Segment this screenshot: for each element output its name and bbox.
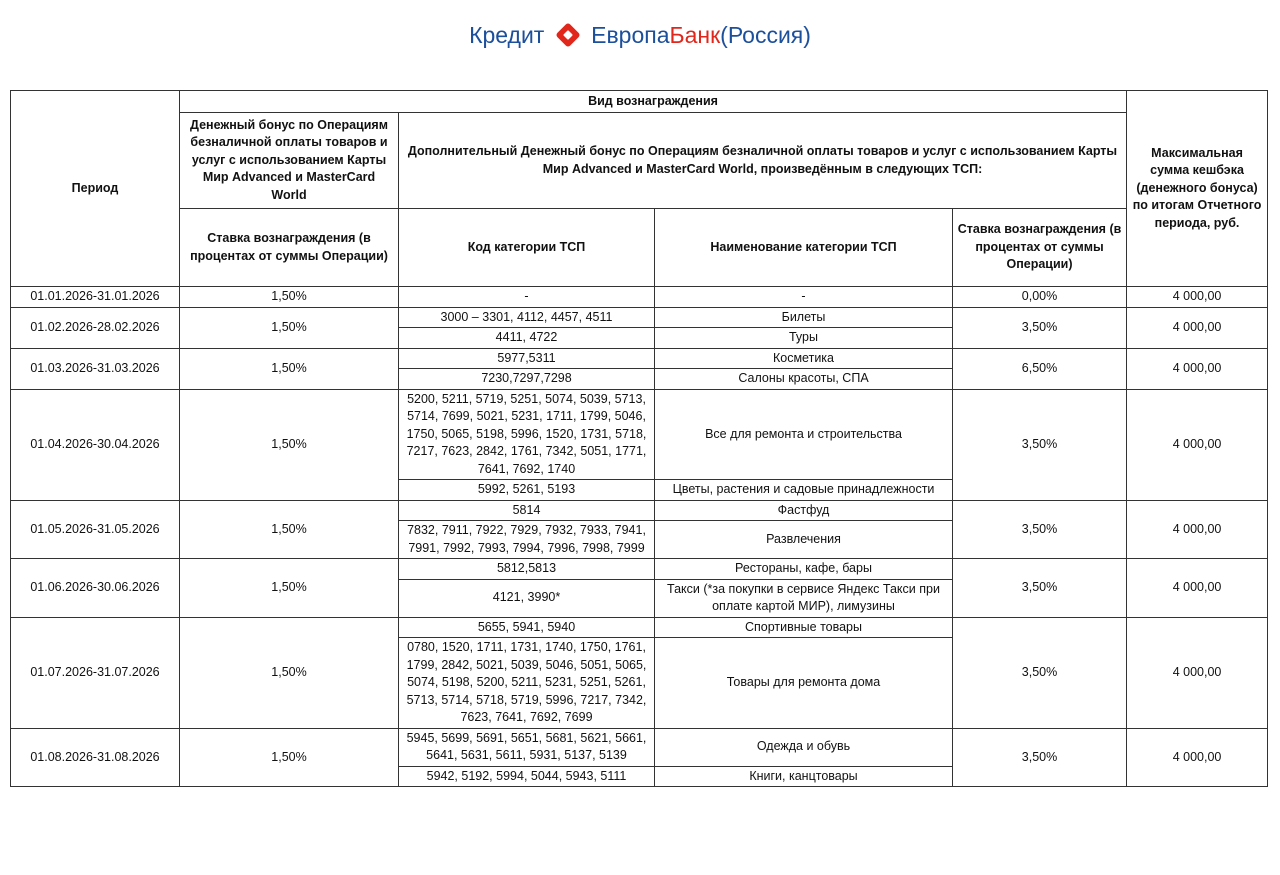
mcc-name-cell: Рестораны, кафе, бары <box>655 559 953 580</box>
header-period: Период <box>11 91 180 287</box>
mcc-code-cell: 5945, 5699, 5691, 5651, 5681, 5621, 5661, 5641, 5631, 5611, 5931, 5137, 5139 <box>399 728 655 766</box>
rate-cell: 1,50% <box>180 389 399 500</box>
mcc-name-cell: Цветы, растения и садовые принадлежности <box>655 480 953 501</box>
logo-text-russia: (Россия) <box>720 22 811 48</box>
period-cell: 01.07.2026-31.07.2026 <box>11 617 180 728</box>
period-cell: 01.04.2026-30.04.2026 <box>11 389 180 500</box>
rate-cell: 1,50% <box>180 728 399 787</box>
mcc-code-cell: - <box>399 287 655 308</box>
period-cell: 01.08.2026-31.08.2026 <box>11 728 180 787</box>
bank-logo <box>0 22 1280 49</box>
header-max-sum: Максимальная сумма кешбэка (денежного бонуса) по итогам Отчетного периода, руб. <box>1127 91 1268 287</box>
mcc-name-cell: Товары для ремонта дома <box>655 638 953 729</box>
mcc-name-cell: Туры <box>655 328 953 349</box>
max-sum-cell: 4 000,00 <box>1127 287 1268 308</box>
cashback-table <box>10 90 1268 787</box>
max-sum-cell: 4 000,00 <box>1127 389 1268 500</box>
mcc-code-cell: 0780, 1520, 1711, 1731, 1740, 1750, 1761, 1799, 2842, 5021, 5039, 5046, 5051, 5065, 5074, 5198, 5200, 5211, 5231, 5251, 5261, 5713, 5714, 5718, 5719, 5996, 7217, 7342, 7623, 7641, 7692, 7699 <box>399 638 655 729</box>
extra-rate-cell: 3,50% <box>953 728 1127 787</box>
header-rate-main: Ставка вознаграждения (в процентах от суммы Операции) <box>180 209 399 287</box>
logo-text-evropa: Европа <box>591 22 670 48</box>
period-cell: 01.01.2026-31.01.2026 <box>11 287 180 308</box>
mcc-name-cell: Спортивные товары <box>655 617 953 638</box>
rate-cell: 1,50% <box>180 287 399 308</box>
table-row <box>11 728 1268 766</box>
mcc-name-cell: Фастфуд <box>655 500 953 521</box>
mcc-name-cell: Косметика <box>655 348 953 369</box>
max-sum-cell: 4 000,00 <box>1127 500 1268 559</box>
table-row <box>11 617 1268 638</box>
max-sum-cell: 4 000,00 <box>1127 559 1268 618</box>
extra-rate-cell: 3,50% <box>953 307 1127 348</box>
max-sum-cell: 4 000,00 <box>1127 307 1268 348</box>
extra-rate-cell: 3,50% <box>953 617 1127 728</box>
rate-cell: 1,50% <box>180 617 399 728</box>
max-sum-cell: 4 000,00 <box>1127 728 1268 787</box>
max-sum-cell: 4 000,00 <box>1127 348 1268 389</box>
mcc-name-cell: Салоны красоты, СПА <box>655 369 953 390</box>
header-bonus-main: Денежный бонус по Операциям безналичной оплаты товаров и услуг с использованием Карты Мир Advanced и MasterCard World <box>180 113 399 209</box>
period-cell: 01.06.2026-30.06.2026 <box>11 559 180 618</box>
diamond-logo-icon <box>555 22 581 48</box>
logo-text-kredit: Кредит <box>469 22 545 48</box>
header-mcc-name: Наименование категории ТСП <box>655 209 953 287</box>
mcc-code-cell: 5977,5311 <box>399 348 655 369</box>
mcc-code-cell: 3000 – 3301, 4112, 4457, 4511 <box>399 307 655 328</box>
mcc-name-cell: Такси (*за покупки в сервисе Яндекс Такси при оплате картой МИР), лимузины <box>655 579 953 617</box>
mcc-code-cell: 5812,5813 <box>399 559 655 580</box>
extra-rate-cell: 3,50% <box>953 559 1127 618</box>
mcc-code-cell: 7832, 7911, 7922, 7929, 7932, 7933, 7941, 7991, 7992, 7993, 7994, 7996, 7998, 7999 <box>399 521 655 559</box>
rate-cell: 1,50% <box>180 348 399 389</box>
mcc-code-cell: 5200, 5211, 5719, 5251, 5074, 5039, 5713, 5714, 7699, 5021, 5231, 1711, 1799, 5046, 1750, 5065, 5198, 5996, 1520, 1731, 5718, 7217, 7623, 2842, 1761, 7342, 5051, 1771, 7641, 7692, 1740 <box>399 389 655 480</box>
table-row <box>11 559 1268 580</box>
rate-cell: 1,50% <box>180 307 399 348</box>
mcc-code-cell: 5942, 5192, 5994, 5044, 5943, 5111 <box>399 766 655 787</box>
table-row <box>11 348 1268 369</box>
header-mcc-code: Код категории ТСП <box>399 209 655 287</box>
extra-rate-cell: 3,50% <box>953 500 1127 559</box>
rate-cell: 1,50% <box>180 500 399 559</box>
period-cell: 01.03.2026-31.03.2026 <box>11 348 180 389</box>
mcc-name-cell: Все для ремонта и строительства <box>655 389 953 480</box>
header-reward-type: Вид вознаграждения <box>180 91 1127 113</box>
max-sum-cell: 4 000,00 <box>1127 617 1268 728</box>
table-row <box>11 287 1268 308</box>
mcc-name-cell: Билеты <box>655 307 953 328</box>
rate-cell: 1,50% <box>180 559 399 618</box>
extra-rate-cell: 6,50% <box>953 348 1127 389</box>
mcc-code-cell: 7230,7297,7298 <box>399 369 655 390</box>
mcc-code-cell: 5992, 5261, 5193 <box>399 480 655 501</box>
table-row <box>11 500 1268 521</box>
logo-text-bank: Банк <box>669 22 721 48</box>
mcc-code-cell: 5814 <box>399 500 655 521</box>
mcc-name-cell: Одежда и обувь <box>655 728 953 766</box>
period-cell: 01.02.2026-28.02.2026 <box>11 307 180 348</box>
period-cell: 01.05.2026-31.05.2026 <box>11 500 180 559</box>
mcc-code-cell: 5655, 5941, 5940 <box>399 617 655 638</box>
mcc-code-cell: 4411, 4722 <box>399 328 655 349</box>
header-bonus-extra: Дополнительный Денежный бонус по Операциям безналичной оплаты товаров и услуг с использованием Карты Мир Advanced и MasterCard World, произведённым в следующих ТСП: <box>399 113 1127 209</box>
mcc-name-cell: Развлечения <box>655 521 953 559</box>
table-row <box>11 307 1268 328</box>
mcc-name-cell: Книги, канцтовары <box>655 766 953 787</box>
extra-rate-cell: 3,50% <box>953 389 1127 500</box>
mcc-code-cell: 4121, 3990* <box>399 579 655 617</box>
table-row <box>11 389 1268 480</box>
mcc-name-cell: - <box>655 287 953 308</box>
extra-rate-cell: 0,00% <box>953 287 1127 308</box>
header-rate-extra: Ставка вознаграждения (в процентах от суммы Операции) <box>953 209 1127 287</box>
